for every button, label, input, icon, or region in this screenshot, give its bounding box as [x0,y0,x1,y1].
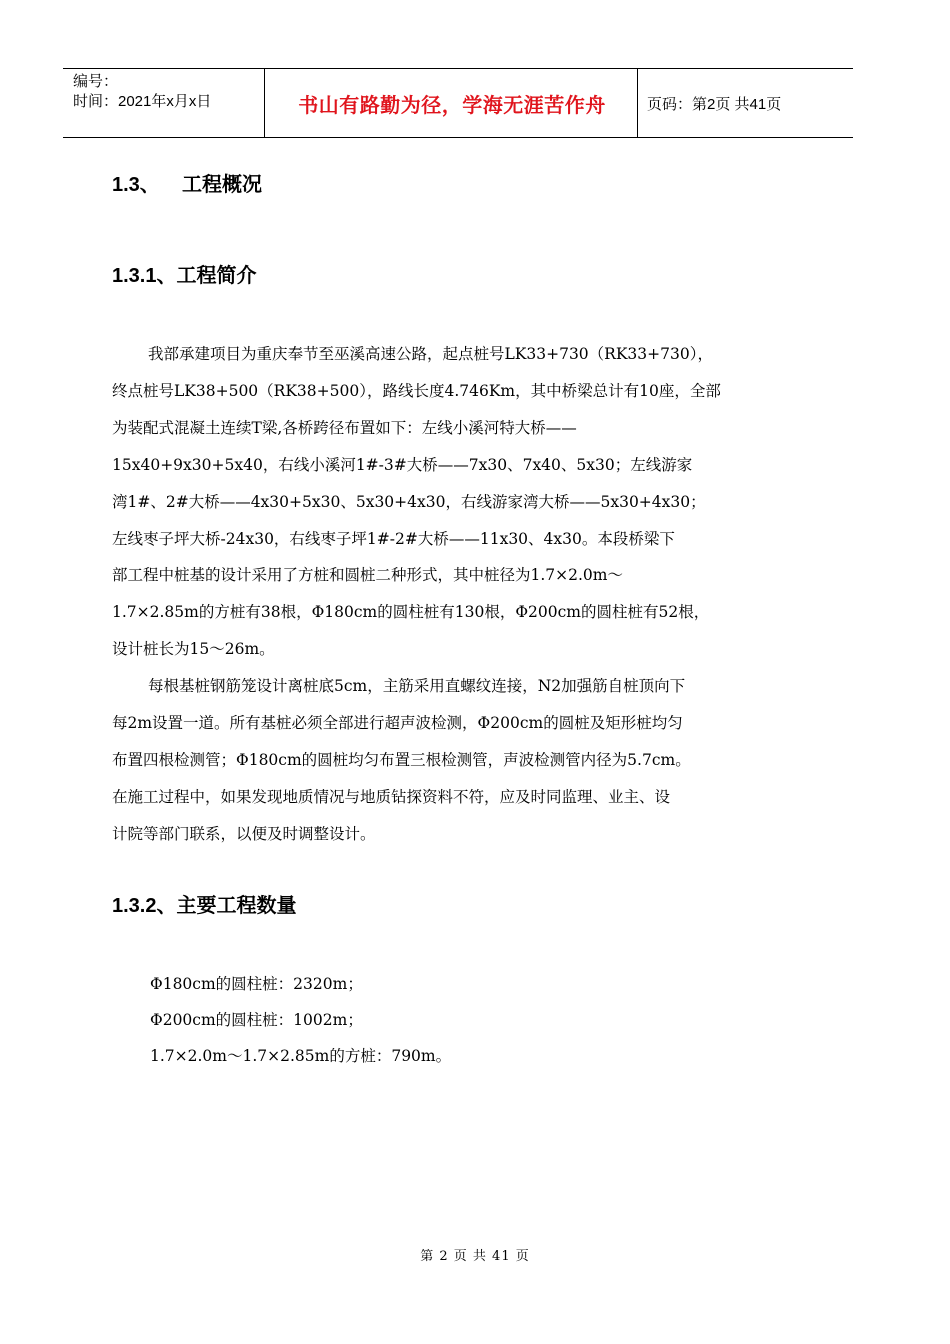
quantity-item: Φ180cm的圆柱桩：2320m； [150,975,363,993]
header-motto: 书山有路勤为径，学海无涯苦作舟 [298,92,606,117]
intro-paragraph-1 [112,336,812,668]
text-line: 左线枣子坪大桥-24x30，右线枣子坪1#-2#大桥——11x30、4x30。本段桥梁下 [112,529,675,548]
header-divider [637,69,638,137]
text-line: 湾1#、2#大桥——4x30+5x30、5x30+4x30，右线游家湾大桥——5x30+4x30； [112,492,706,511]
text-line: 每根基桩钢筋笼设计离桩底5cm，主筋采用直螺纹连接，N2加强筋自桩顶向下 [148,677,686,696]
time-label: 时间：2021年x月x日 [73,93,212,110]
section-title-1-3-1: 1.3.1、工程简介 [112,265,257,287]
text-line: 计院等部门联系，以便及时调整设计。 [112,824,376,843]
header-divider [264,69,265,137]
text-line: 部工程中桩基的设计采用了方桩和圆桩二种形式，其中桩径为1.7×2.0m～ [112,566,623,585]
intro-body [112,336,812,853]
quantity-list [150,966,451,1074]
section-title-1-3-2: 1.3.2、主要工程数量 [112,895,297,917]
quantity-item: Φ200cm的圆柱桩：1002m； [150,1011,363,1029]
text-line: 在施工过程中，如果发现地质情况与地质钻探资料不符，应及时同监理、业主、设 [112,787,671,806]
text-line: 每2m设置一道。所有基桩必须全部进行超声波检测，Φ200cm的圆桩及矩形桩均匀 [112,714,683,733]
header-meta [73,72,211,112]
text-line: 15x40+9x30+5x40，右线小溪河1#-3#大桥——7x30、7x40、5x30；左线游家 [112,455,693,474]
text-line: 布置四根检测管；Φ180cm的圆桩均匀布置三根检测管，声波检测管内径为5.7cm。 [112,750,691,769]
page-header [63,68,853,138]
quantity-item: 1.7×2.0m～1.7×2.85m的方桩：790m。 [150,1047,452,1065]
intro-paragraph-2 [112,668,812,853]
text-line: 设计桩长为15～26m。 [112,640,275,659]
text-line: 为装配式混凝土连续T梁,各桥跨径布置如下：左线小溪河特大桥—— [112,418,577,437]
section-title-1-3: 1.3、 工程概况 [112,174,263,196]
text-line: 1.7×2.85m的方桩有38根，Φ180cm的圆柱桩有130根，Φ200cm的圆柱桩有52根， [112,603,710,622]
serial-label: 编号： [73,73,119,90]
header-page-info: 页码：第2页 共41页 [647,95,782,113]
page-footer: 第 2 页 共 41 页 [420,1249,530,1264]
text-line: 终点桩号LK38+500（RK38+500），路线长度4.746Km，其中桥梁总计有10座，全部 [112,381,721,400]
text-line: 我部承建项目为重庆奉节至巫溪高速公路，起点桩号LK33+730（RK33+730）， [148,345,713,363]
